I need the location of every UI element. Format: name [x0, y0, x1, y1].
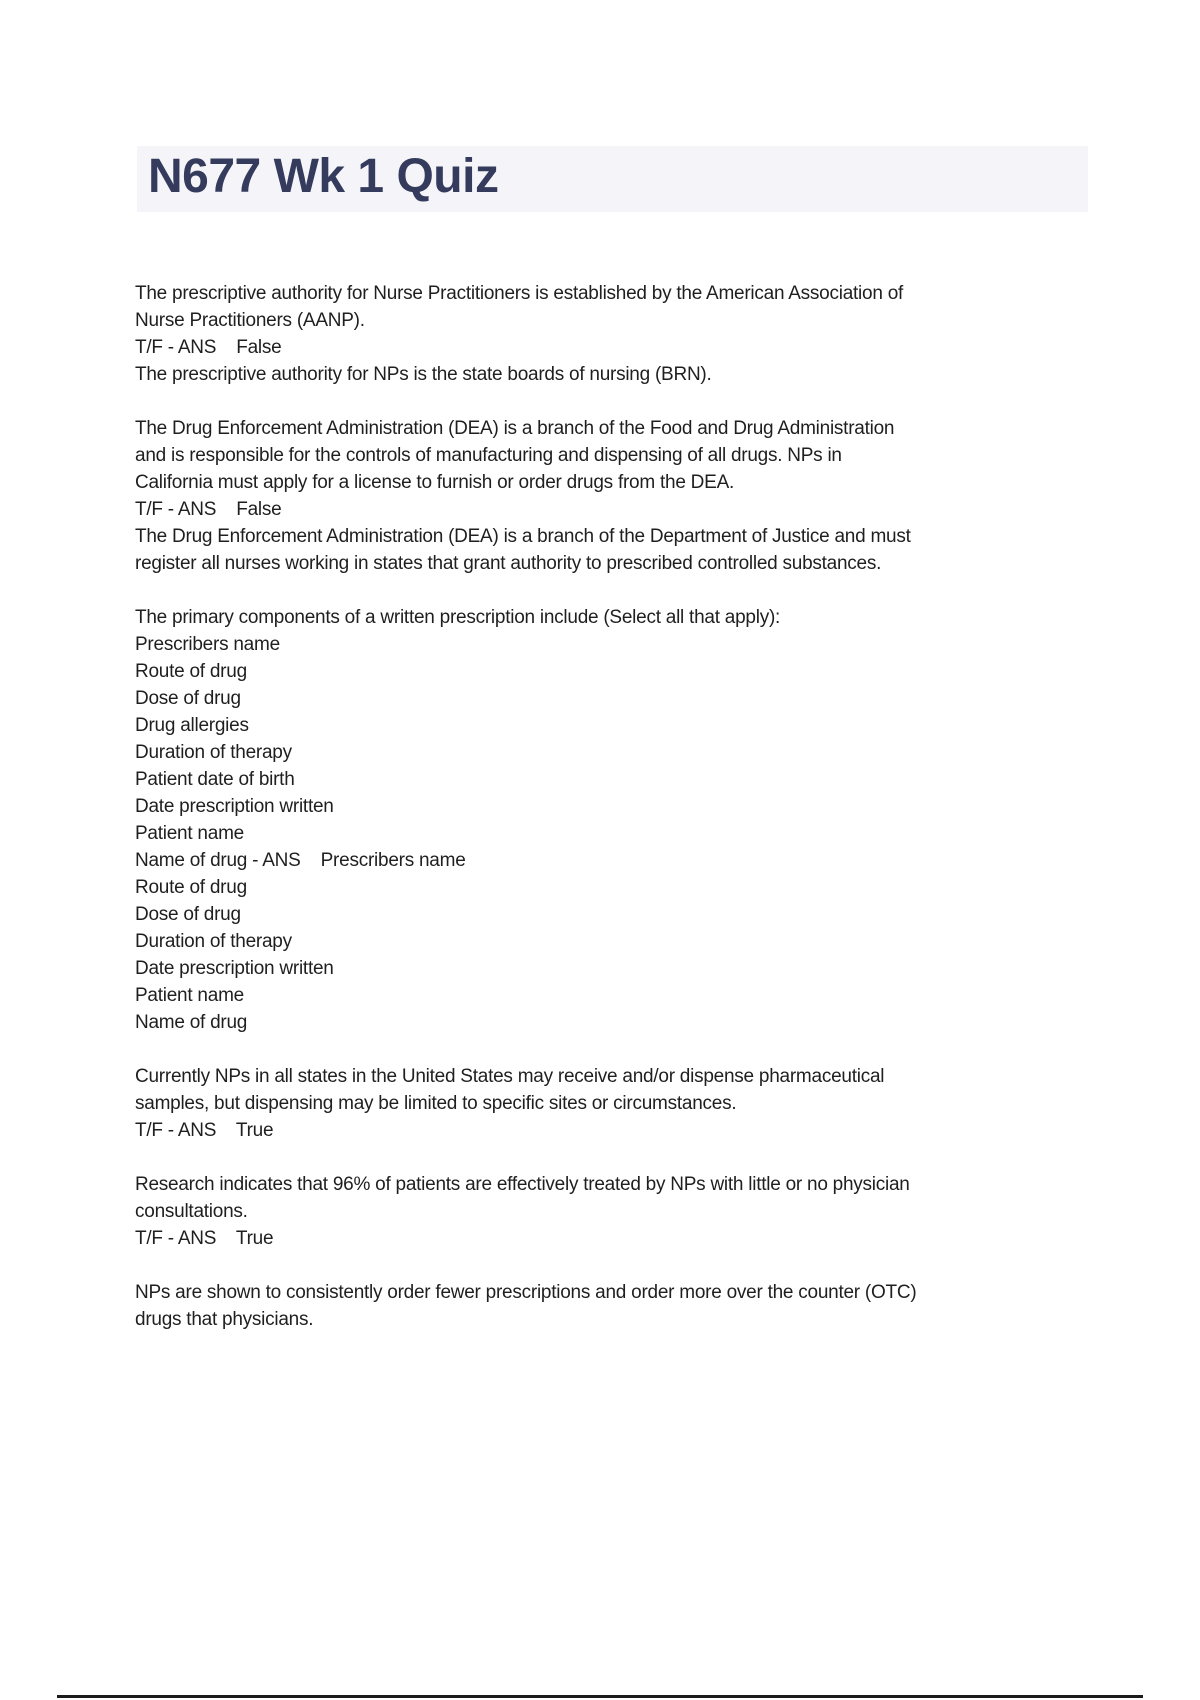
page-title: N677 Wk 1 Quiz [148, 149, 499, 203]
text-line: Name of drug [135, 1012, 248, 1033]
text-line: The prescriptive authority for Nurse Practitioners is established by the American Association of [135, 283, 904, 304]
paragraph [135, 604, 1075, 1036]
paragraph [135, 415, 1075, 577]
text-line: NPs are shown to consistently order fewer prescriptions and order more over the counter (OTC) [135, 1282, 917, 1303]
text-line: Drug allergies [135, 715, 249, 736]
text-line: Route of drug [135, 877, 247, 898]
text-line: The Drug Enforcement Administration (DEA) is a branch of the Food and Drug Administration [135, 418, 895, 439]
text-line: The primary components of a written prescription include (Select all that apply): [135, 607, 781, 628]
text-line: The prescriptive authority for NPs is the state boards of nursing (BRN). [135, 364, 712, 385]
text-line: The Drug Enforcement Administration (DEA) is a branch of the Department of Justice and must [135, 526, 911, 547]
text-line: Nurse Practitioners (AANP). [135, 310, 365, 331]
text-line: consultations. [135, 1201, 248, 1222]
text-line: T/F - ANS True [135, 1120, 274, 1141]
text-line: register all nurses working in states that grant authority to prescribed controlled substances. [135, 553, 882, 574]
paragraph [135, 1171, 1075, 1252]
text-line: Prescribers name [135, 634, 280, 655]
text-line: T/F - ANS False [135, 337, 282, 358]
text-line: Dose of drug [135, 688, 241, 709]
title-bar [137, 146, 1088, 212]
paragraph [135, 1279, 1075, 1333]
text-line: Duration of therapy [135, 742, 292, 763]
text-line: samples, but dispensing may be limited to specific sites or circumstances. [135, 1093, 737, 1114]
text-line: and is responsible for the controls of manufacturing and dispensing of all drugs. NPs in [135, 445, 842, 466]
text-line: T/F - ANS False [135, 499, 282, 520]
text-line: Patient date of birth [135, 769, 295, 790]
text-line: Currently NPs in all states in the United States may receive and/or dispense pharmaceutical [135, 1066, 885, 1087]
paragraph [135, 1063, 1075, 1144]
page-bottom-divider [57, 1695, 1143, 1698]
text-line: Route of drug [135, 661, 247, 682]
text-line: Patient name [135, 985, 244, 1006]
text-line: Dose of drug [135, 904, 241, 925]
text-line: California must apply for a license to furnish or order drugs from the DEA. [135, 472, 735, 493]
text-line: Duration of therapy [135, 931, 292, 952]
document-body [135, 280, 1075, 1333]
text-line: Name of drug - ANS Prescribers name [135, 850, 466, 871]
text-line: Research indicates that 96% of patients are effectively treated by NPs with little or no physician [135, 1174, 910, 1195]
text-line: drugs that physicians. [135, 1309, 314, 1330]
text-line: Date prescription written [135, 796, 334, 817]
text-line: Patient name [135, 823, 244, 844]
paragraph [135, 280, 1075, 388]
text-line: T/F - ANS True [135, 1228, 274, 1249]
text-line: Date prescription written [135, 958, 334, 979]
